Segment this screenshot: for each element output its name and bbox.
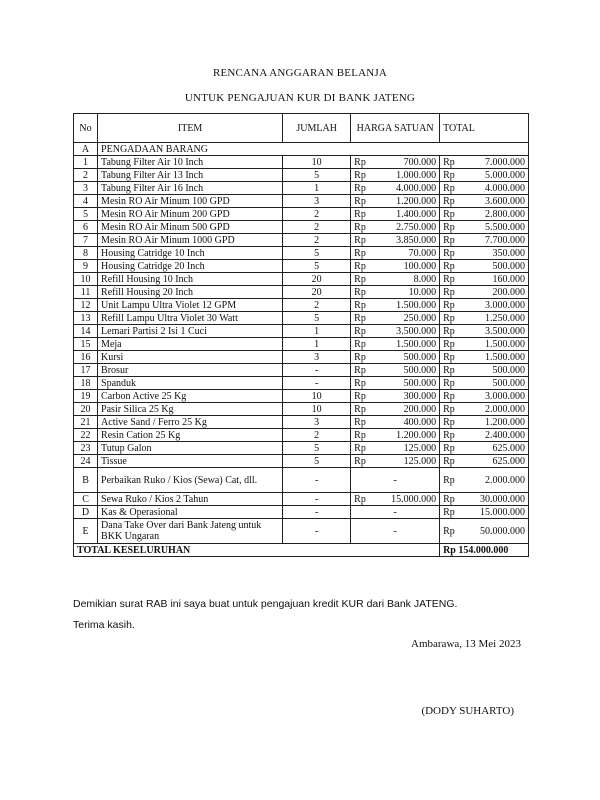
row-item: Mesin RO Air Minum 500 GPD (98, 221, 283, 234)
row-item: Refill Housing 10 Inch (98, 273, 283, 286)
amount-value: 1.500.000 (485, 338, 525, 350)
row-item: Perbaikan Ruko / Kios (Sewa) Cat, dll. (98, 468, 283, 493)
row-unit-price (351, 299, 440, 312)
row-item: Spanduk (98, 377, 283, 390)
row-item: Kursi (98, 351, 283, 364)
section-row (74, 143, 529, 156)
row-quantity: 20 (283, 273, 351, 286)
row-unit-price (351, 390, 440, 403)
amount-value: 300.000 (403, 390, 437, 402)
row-number: 22 (74, 429, 98, 442)
row-quantity: 3 (283, 416, 351, 429)
row-item: Pasir Silica 25 Kg (98, 403, 283, 416)
budget-table (73, 113, 529, 557)
currency-label: Rp (443, 429, 455, 441)
row-total (440, 468, 529, 493)
row-total (440, 351, 529, 364)
header-no: No (74, 114, 98, 143)
row-item: Housing Catridge 20 Inch (98, 260, 283, 273)
row-number: 12 (74, 299, 98, 312)
row-quantity: 5 (283, 247, 351, 260)
amount-value: 500.000 (492, 377, 525, 389)
amount-value: 1.400.000 (396, 208, 437, 220)
amount-value: 160.000 (492, 273, 525, 285)
amount-value: 3.850.000 (396, 234, 437, 246)
row-number: 9 (74, 260, 98, 273)
row-total (440, 416, 529, 429)
table-row (74, 169, 529, 182)
row-item: Mesin RO Air Minum 200 GPD (98, 208, 283, 221)
row-item: Brosur (98, 364, 283, 377)
row-unit-price (351, 182, 440, 195)
currency-label: Rp (443, 364, 455, 376)
row-total (440, 506, 529, 519)
row-total (440, 299, 529, 312)
row-item: Unit Lampu Ultra Violet 12 GPM (98, 299, 283, 312)
amount-value: 3.500.000 (396, 325, 437, 337)
row-number: 7 (74, 234, 98, 247)
table-row (74, 234, 529, 247)
currency-label: Rp (354, 416, 366, 428)
row-quantity: 20 (283, 286, 351, 299)
amount-value: 7.000.000 (485, 156, 525, 168)
row-item: Tabung Filter Air 16 Inch (98, 182, 283, 195)
row-quantity: 1 (283, 338, 351, 351)
currency-label: Rp (354, 156, 366, 168)
amount-value: 2.000.000 (485, 403, 525, 415)
row-item: Kas & Operasional (98, 506, 283, 519)
row-unit-price: - (351, 468, 440, 493)
amount-value: 500.000 (492, 260, 525, 272)
row-number: 4 (74, 195, 98, 208)
row-unit-price (351, 273, 440, 286)
currency-label: Rp (443, 299, 455, 311)
currency-label: Rp (443, 195, 455, 207)
amount-value: 70.000 (408, 247, 437, 259)
amount-value: 3.500.000 (485, 325, 525, 337)
grand-total-row (74, 544, 529, 557)
row-item: Tutup Galon (98, 442, 283, 455)
amount-value: 500.000 (403, 364, 437, 376)
table-row (74, 468, 529, 493)
table-row (74, 273, 529, 286)
amount-value: 625.000 (492, 442, 525, 454)
row-quantity: 2 (283, 429, 351, 442)
table-row (74, 260, 529, 273)
table-row (74, 195, 529, 208)
row-unit-price (351, 455, 440, 468)
grand-total-label: TOTAL KESELURUHAN (74, 544, 440, 557)
table-row (74, 156, 529, 169)
row-total (440, 519, 529, 544)
row-item: Sewa Ruko / Kios 2 Tahun (98, 493, 283, 506)
table-row (74, 429, 529, 442)
table-row (74, 493, 529, 506)
row-total (440, 312, 529, 325)
row-number: 17 (74, 364, 98, 377)
currency-label: Rp (443, 493, 455, 505)
amount-value: 15.000.000 (391, 493, 437, 505)
row-quantity: 2 (283, 221, 351, 234)
row-total (440, 169, 529, 182)
table-row (74, 403, 529, 416)
currency-label: Rp (443, 208, 455, 220)
row-quantity: 3 (283, 195, 351, 208)
row-item: Tabung Filter Air 10 Inch (98, 156, 283, 169)
currency-label: Rp (443, 390, 455, 402)
table-header-row (74, 114, 529, 143)
currency-label: Rp (443, 221, 455, 233)
row-number: 1 (74, 156, 98, 169)
row-number: 20 (74, 403, 98, 416)
row-total (440, 273, 529, 286)
currency-label: Rp (443, 169, 455, 181)
row-quantity: 2 (283, 234, 351, 247)
row-number: 3 (74, 182, 98, 195)
row-unit-price (351, 325, 440, 338)
currency-label: Rp (354, 182, 366, 194)
amount-value: 30.000.000 (480, 493, 525, 505)
row-unit-price (351, 286, 440, 299)
row-unit-price (351, 493, 440, 506)
currency-label: Rp (443, 312, 455, 324)
row-number: 24 (74, 455, 98, 468)
row-item: Meja (98, 338, 283, 351)
row-unit-price (351, 195, 440, 208)
table-row (74, 390, 529, 403)
amount-value: 10.000 (408, 286, 437, 298)
row-number: 5 (74, 208, 98, 221)
row-unit-price (351, 169, 440, 182)
row-number: 15 (74, 338, 98, 351)
amount-value: 200.000 (492, 286, 525, 298)
place-date: Ambarawa, 13 Mei 2023 (411, 638, 521, 650)
table-row (74, 506, 529, 519)
table-row (74, 338, 529, 351)
row-unit-price (351, 416, 440, 429)
amount-value: 5.000.000 (485, 169, 525, 181)
amount-value: 1.200.000 (396, 195, 437, 207)
table-row (74, 455, 529, 468)
header-item: ITEM (98, 114, 283, 143)
row-quantity: 1 (283, 182, 351, 195)
row-total (440, 234, 529, 247)
amount-value: 1.000.000 (396, 169, 437, 181)
row-total (440, 260, 529, 273)
currency-label: Rp (443, 403, 455, 415)
row-total (440, 377, 529, 390)
currency-label: Rp (443, 325, 455, 337)
row-item: Carbon Active 25 Kg (98, 390, 283, 403)
amount-value: 2.800.000 (485, 208, 525, 220)
currency-label: Rp (354, 195, 366, 207)
table-row (74, 364, 529, 377)
currency-label: Rp (354, 364, 366, 376)
amount-value: 1.200.000 (396, 429, 437, 441)
thanks-text: Terima kasih. (73, 619, 135, 631)
currency-label: Rp (443, 338, 455, 350)
row-unit-price (351, 260, 440, 273)
currency-label: Rp (354, 390, 366, 402)
table-row (74, 416, 529, 429)
row-unit-price (351, 403, 440, 416)
amount-value: 50.000.000 (480, 525, 525, 537)
row-item: Refill Housing 20 Inch (98, 286, 283, 299)
currency-label: Rp (354, 286, 366, 298)
currency-label: Rp (443, 247, 455, 259)
row-quantity: 5 (283, 312, 351, 325)
row-number: 10 (74, 273, 98, 286)
currency-label: Rp (354, 247, 366, 259)
row-quantity: - (283, 493, 351, 506)
currency-label: Rp (443, 286, 455, 298)
row-item: Lemari Partisi 2 Isi 1 Cuci (98, 325, 283, 338)
amount-value: 125.000 (403, 442, 437, 454)
currency-label: Rp (354, 260, 366, 272)
row-quantity: 5 (283, 260, 351, 273)
currency-label: Rp (443, 260, 455, 272)
row-quantity: 2 (283, 299, 351, 312)
row-total (440, 325, 529, 338)
row-total (440, 195, 529, 208)
row-total (440, 286, 529, 299)
amount-value: 1.500.000 (396, 338, 437, 350)
currency-label: Rp (354, 403, 366, 415)
row-quantity: 3 (283, 351, 351, 364)
currency-label: Rp (443, 455, 455, 467)
currency-label: Rp (443, 351, 455, 363)
table-row (74, 312, 529, 325)
row-total (440, 442, 529, 455)
row-number: B (74, 468, 98, 493)
row-number: 16 (74, 351, 98, 364)
row-number: 21 (74, 416, 98, 429)
document-subtitle: UNTUK PENGAJUAN KUR DI BANK JATENG (184, 92, 416, 104)
currency-label: Rp (443, 474, 455, 486)
amount-value: 4.000.000 (485, 182, 525, 194)
row-unit-price (351, 234, 440, 247)
amount-value: 2.400.000 (485, 429, 525, 441)
currency-label: Rp (443, 156, 455, 168)
row-number: 18 (74, 377, 98, 390)
header-jumlah: JUMLAH (283, 114, 351, 143)
amount-value: 3.000.000 (485, 390, 525, 402)
amount-value: 350.000 (492, 247, 525, 259)
currency-label: Rp (354, 351, 366, 363)
table-row (74, 377, 529, 390)
currency-label: Rp (443, 273, 455, 285)
amount-value: 1.500.000 (396, 299, 437, 311)
amount-value: 1.500.000 (485, 351, 525, 363)
row-unit-price (351, 156, 440, 169)
row-number: 14 (74, 325, 98, 338)
row-quantity: - (283, 519, 351, 544)
row-total (440, 403, 529, 416)
amount-value: 100.000 (403, 260, 437, 272)
amount-value: 7.700.000 (485, 234, 525, 246)
amount-value: 4.000.000 (396, 182, 437, 194)
grand-total-value: Rp 154.000.000 (440, 544, 529, 557)
currency-label: Rp (354, 234, 366, 246)
row-quantity: - (283, 364, 351, 377)
row-total (440, 156, 529, 169)
currency-label: Rp (354, 338, 366, 350)
currency-label: Rp (354, 429, 366, 441)
row-total (440, 429, 529, 442)
row-unit-price (351, 208, 440, 221)
table-row (74, 299, 529, 312)
row-total (440, 247, 529, 260)
row-unit-price (351, 429, 440, 442)
document-title: RENCANA ANGGARAN BELANJA (212, 67, 388, 79)
amount-value: 3.000.000 (485, 299, 525, 311)
row-item: Tabung Filter Air 13 Inch (98, 169, 283, 182)
amount-value: 3.600.000 (485, 195, 525, 207)
table-row (74, 519, 529, 544)
row-number: 2 (74, 169, 98, 182)
header-total: TOTAL (440, 114, 529, 143)
row-quantity: 5 (283, 169, 351, 182)
amount-value: 625.000 (492, 455, 525, 467)
table-row (74, 208, 529, 221)
amount-value: 2.750.000 (396, 221, 437, 233)
amount-value: 5.500.000 (485, 221, 525, 233)
row-unit-price (351, 247, 440, 260)
currency-label: Rp (354, 325, 366, 337)
amount-value: 700.000 (403, 156, 437, 168)
row-unit-price: - (351, 506, 440, 519)
currency-label: Rp (354, 169, 366, 181)
currency-label: Rp (354, 442, 366, 454)
row-quantity: 10 (283, 390, 351, 403)
amount-value: 500.000 (403, 377, 437, 389)
row-quantity: - (283, 377, 351, 390)
amount-value: 8.000 (413, 273, 437, 285)
amount-value: 500.000 (403, 351, 437, 363)
row-number: 8 (74, 247, 98, 260)
row-quantity: 5 (283, 455, 351, 468)
row-total (440, 390, 529, 403)
section-label: PENGADAAN BARANG (98, 143, 529, 156)
currency-label: Rp (354, 221, 366, 233)
currency-label: Rp (443, 506, 455, 518)
currency-label: Rp (443, 377, 455, 389)
table-row (74, 351, 529, 364)
row-quantity: - (283, 468, 351, 493)
row-total (440, 182, 529, 195)
row-number: 6 (74, 221, 98, 234)
currency-label: Rp (443, 525, 455, 537)
table-row (74, 221, 529, 234)
amount-value: 250.000 (403, 312, 437, 324)
row-quantity: 5 (283, 442, 351, 455)
amount-value: 125.000 (403, 455, 437, 467)
amount-value: 400.000 (403, 416, 437, 428)
table-row (74, 325, 529, 338)
row-unit-price (351, 377, 440, 390)
row-number: 19 (74, 390, 98, 403)
section-code: A (74, 143, 98, 156)
row-total (440, 208, 529, 221)
amount-value: 1.250.000 (485, 312, 525, 324)
row-item: Housing Catridge 10 Inch (98, 247, 283, 260)
row-item: Active Sand / Ferro 25 Kg (98, 416, 283, 429)
row-item: Dana Take Over dari Bank Jateng untuk BKK Ungaran (98, 519, 283, 544)
row-item: Mesin RO Air Minum 1000 GPD (98, 234, 283, 247)
currency-label: Rp (443, 416, 455, 428)
row-number: 13 (74, 312, 98, 325)
currency-label: Rp (354, 299, 366, 311)
amount-value: 200.000 (403, 403, 437, 415)
row-total (440, 493, 529, 506)
currency-label: Rp (354, 312, 366, 324)
signatory-name: (DODY SUHARTO) (421, 705, 514, 717)
row-total (440, 364, 529, 377)
currency-label: Rp (354, 493, 366, 505)
currency-label: Rp (354, 455, 366, 467)
row-unit-price (351, 442, 440, 455)
row-number: E (74, 519, 98, 544)
row-quantity: 10 (283, 403, 351, 416)
currency-label: Rp (354, 273, 366, 285)
amount-value: 500.000 (492, 364, 525, 376)
row-unit-price (351, 221, 440, 234)
currency-label: Rp (443, 182, 455, 194)
row-unit-price (351, 364, 440, 377)
row-item: Resin Cation 25 Kg (98, 429, 283, 442)
header-harga-satuan: HARGA SATUAN (351, 114, 440, 143)
closing-paragraph: Demikian surat RAB ini saya buat untuk pengajuan kredit KUR dari Bank JATENG. (73, 598, 458, 610)
row-number: 23 (74, 442, 98, 455)
amount-value: 1.200.000 (485, 416, 525, 428)
row-unit-price: - (351, 519, 440, 544)
row-total (440, 455, 529, 468)
row-unit-price (351, 338, 440, 351)
table-row (74, 286, 529, 299)
row-total (440, 221, 529, 234)
row-unit-price (351, 312, 440, 325)
table-row (74, 442, 529, 455)
row-total (440, 338, 529, 351)
currency-label: Rp (443, 442, 455, 454)
amount-value: 2.000.000 (485, 474, 525, 486)
row-unit-price (351, 351, 440, 364)
row-quantity: 2 (283, 208, 351, 221)
row-number: C (74, 493, 98, 506)
row-quantity: 1 (283, 325, 351, 338)
row-number: 11 (74, 286, 98, 299)
row-quantity: - (283, 506, 351, 519)
row-item: Mesin RO Air Minum 100 GPD (98, 195, 283, 208)
table-row (74, 182, 529, 195)
row-number: D (74, 506, 98, 519)
table-row (74, 247, 529, 260)
row-item: Tissue (98, 455, 283, 468)
currency-label: Rp (354, 377, 366, 389)
currency-label: Rp (354, 208, 366, 220)
amount-value: 15.000.000 (480, 506, 525, 518)
row-item: Refill Lampu Ultra Violet 30 Watt (98, 312, 283, 325)
row-quantity: 10 (283, 156, 351, 169)
currency-label: Rp (443, 234, 455, 246)
